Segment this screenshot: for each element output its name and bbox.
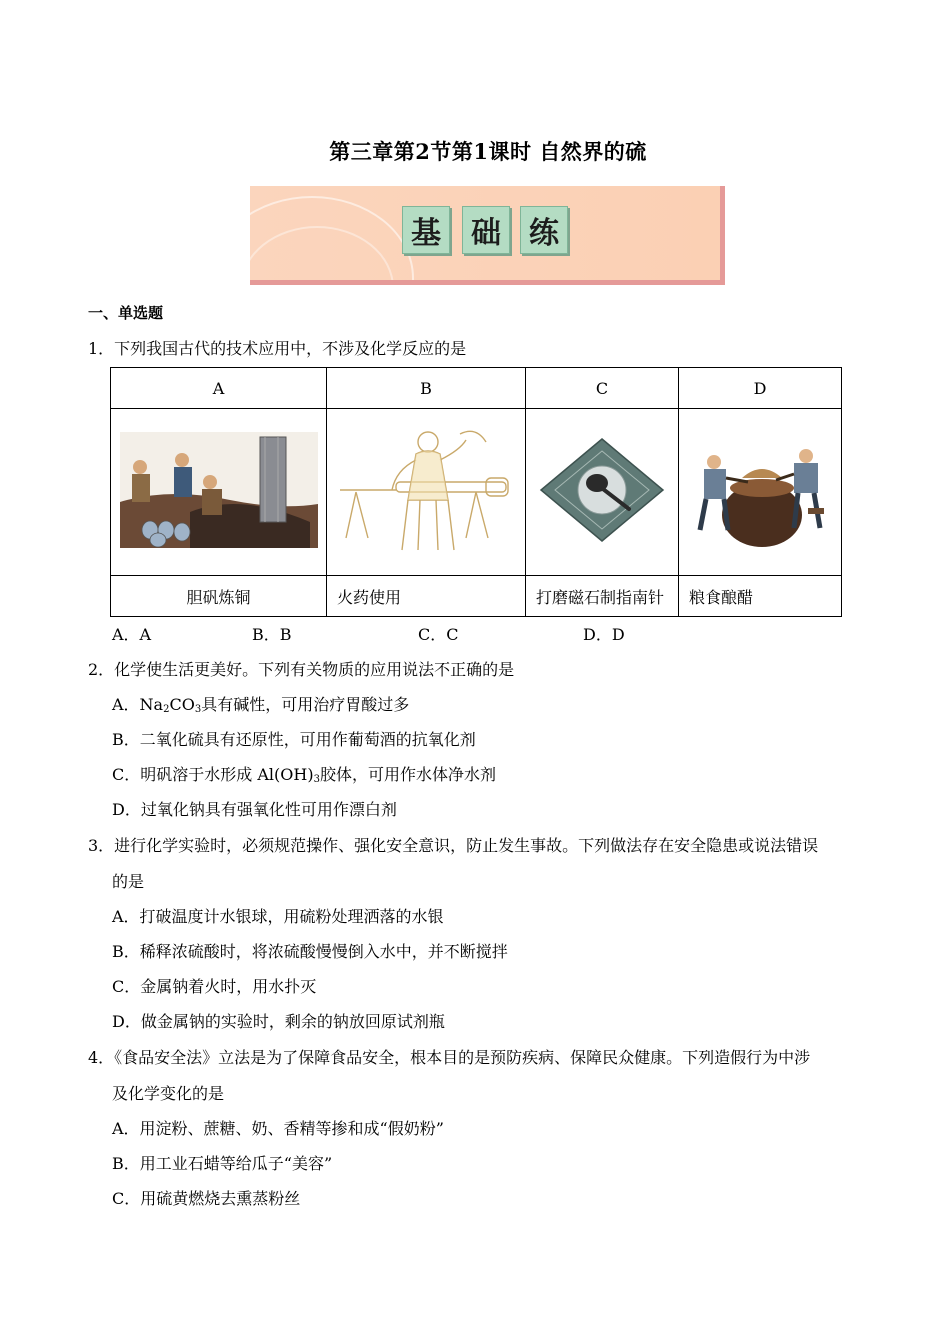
answer-option: B．用工业石蜡等给瓜子“美容” [112, 1154, 333, 1173]
question-4-stem: 4．《食品安全法》立法是为了保障食品安全，根本目的是预防疾病、保障民众健康。下列造假行为中涉 [88, 1048, 811, 1067]
subscript: 2 [163, 704, 170, 715]
vinegar-brewing-illustration [690, 430, 830, 550]
question-2-stem: 2．化学使生活更美好。下列有关物质的应用说法不正确的是 [88, 660, 515, 679]
table-image-cell [526, 409, 679, 576]
banner-tile: 基 [402, 206, 450, 254]
table-image-cell [679, 409, 842, 576]
answer-option: D．过氧化钠具有强氧化性可用作漂白剂 [112, 800, 397, 819]
bronze-smelting-illustration [120, 432, 318, 548]
banner-tile: 础 [462, 206, 510, 254]
answer-option: C．用硫黄燃烧去熏蒸粉丝 [112, 1189, 301, 1208]
answer-option: B．二氧化硫具有还原性，可用作葡萄酒的抗氧化剂 [112, 730, 476, 749]
question-4-stem-cont: 及化学变化的是 [112, 1084, 225, 1103]
option-text: C．明矾溶于水形成 Al(OH) [112, 765, 314, 784]
table-header-cell: A [111, 368, 327, 409]
table-image-cell [111, 409, 327, 576]
question-1-table [110, 367, 842, 617]
answer-option: D．做金属钠的实验时，剩余的钠放回原试剂瓶 [112, 1012, 445, 1031]
question-3-stem: 3．进行化学实验时，必须规范操作、强化安全意识，防止发生事故。下列做法存在安全隐患或说法错误 [88, 836, 819, 855]
table-header-cell: B [327, 368, 526, 409]
page-title: 第三章第2节第1课时 自然界的硫 [329, 139, 647, 164]
answer-option: A．A [112, 625, 152, 644]
practice-banner [250, 186, 725, 285]
section-heading: 一、单选题 [88, 304, 164, 322]
banner-tile: 练 [520, 206, 568, 254]
answer-option: B．B [252, 625, 292, 644]
answer-option: A．打破温度计水银球，用硫粉处理洒落的水银 [112, 907, 444, 926]
table-label-cell: 粮食酿醋 [679, 576, 842, 617]
compass-spoon-illustration [537, 435, 667, 545]
option-text: A．Na [112, 695, 164, 714]
question-1-stem: 1．下列我国古代的技术应用中，不涉及化学反应的是 [88, 339, 467, 358]
table-label-cell: 打磨磁石制指南针 [526, 576, 679, 617]
option-text: 胶体，可用作水体净水剂 [319, 765, 496, 784]
option-text: CO [169, 695, 195, 714]
subscript: 3 [313, 774, 320, 785]
answer-option: C．C [418, 625, 459, 644]
table-header-cell: C [526, 368, 679, 409]
answer-option: A．用淀粉、蔗糖、奶、香精等掺和成“假奶粉” [112, 1119, 444, 1138]
answer-option: B．稀释浓硫酸时，将浓硫酸慢慢倒入水中，并不断搅拌 [112, 942, 508, 961]
banner-tiles [402, 206, 568, 254]
answer-option: C．金属钠着火时，用水扑灭 [112, 977, 317, 996]
table-image-cell [327, 409, 526, 576]
table-label-cell: 胆矾炼铜 [111, 576, 327, 617]
table-header-cell: D [679, 368, 842, 409]
answer-option: D．D [583, 625, 625, 644]
question-3-stem-cont: 的是 [112, 872, 145, 891]
table-label-cell: 火药使用 [327, 576, 526, 617]
answer-option [112, 692, 409, 715]
subscript: 3 [194, 704, 202, 715]
option-text: 具有碱性，可用治疗胃酸过多 [201, 695, 410, 714]
answer-option [112, 762, 496, 785]
gunpowder-cannon-illustration [336, 420, 516, 560]
